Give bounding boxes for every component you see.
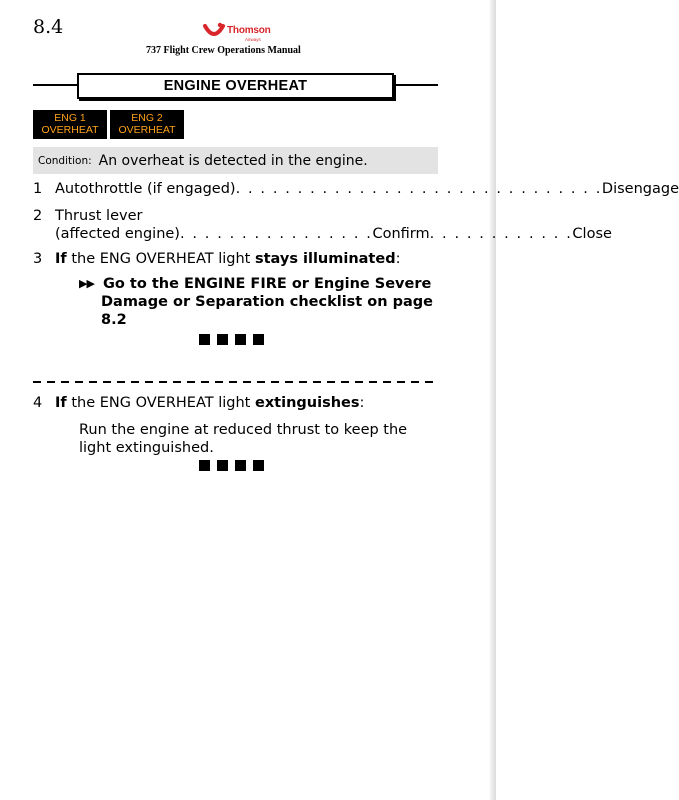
end-square-icon (199, 334, 210, 345)
dot-leader: . . . . . . . . . . . . (429, 226, 573, 242)
dashed-divider (33, 381, 438, 383)
step-item: Thrust lever (55, 208, 143, 224)
condition-text: An overheat is detected in the engine. (98, 152, 368, 169)
page-edge (490, 0, 496, 800)
step-condition: stays illuminated (254, 251, 396, 267)
checklist-title: ENGINE OVERHEAT (77, 73, 394, 99)
step-4-note: Run the engine at reduced thrust to keep the light extinguished. (79, 422, 408, 456)
step-item-detail: (affected engine) (55, 226, 180, 242)
step-action: Close (572, 226, 612, 242)
condition-if: If (55, 251, 67, 267)
step-condition: extinguishes (254, 395, 360, 411)
end-square-icon (253, 460, 264, 471)
end-square-icon (199, 460, 210, 471)
condition-box (33, 147, 438, 174)
annunciator-eng1-overheat (33, 110, 107, 139)
step-action: Confirm (372, 226, 430, 242)
title-rule-right (394, 84, 438, 86)
manual-title: 737 Flight Crew Operations Manual (146, 45, 301, 56)
step-item-line (55, 225, 612, 243)
goto-line: Damage or Separation checklist on page (101, 294, 433, 310)
step-number: 1 (33, 181, 43, 197)
end-square-icon (235, 460, 246, 471)
end-square-icon (217, 334, 228, 345)
condition-label: Condition: (38, 154, 92, 167)
annunciator-line: OVERHEAT (41, 124, 99, 136)
end-square-icon (235, 334, 246, 345)
goto-line: 8.2 (101, 312, 127, 328)
step-action: Disengage (601, 181, 679, 197)
step-colon: : (395, 251, 401, 267)
goto-arrows-icon: ▶▶ (79, 277, 94, 290)
step-colon: : (359, 395, 365, 411)
step-number: 3 (33, 251, 43, 267)
annunciator-line: ENG 2 (131, 112, 163, 124)
condition-if: If (55, 395, 67, 411)
step-text: the ENG OVERHEAT light (66, 251, 255, 267)
step-number: 4 (33, 395, 43, 411)
dot-leader: . . . . . . . . . . . . . . . . . . . . . . . . . . . . . . (235, 181, 602, 197)
goto-instruction (79, 275, 439, 329)
end-of-path-marks (199, 460, 264, 471)
end-of-path-marks (199, 334, 264, 345)
smile-logo-icon (203, 22, 225, 40)
page-number: 8.4 (33, 16, 64, 38)
airline-logo (200, 20, 280, 46)
dot-leader: . . . . . . . . . . . . . . . . (179, 226, 373, 242)
logo-subtitle: Airways (245, 37, 261, 42)
step-item: Autothrottle (if engaged) (55, 181, 236, 197)
end-square-icon (217, 460, 228, 471)
annunciator-eng2-overheat (110, 110, 184, 139)
goto-line: Go to the ENGINE FIRE or Engine Severe (103, 276, 432, 292)
step-number: 2 (33, 208, 43, 224)
annunciator-line: OVERHEAT (118, 124, 176, 136)
annunciator-line: ENG 1 (54, 112, 86, 124)
title-rule-left (33, 84, 77, 86)
step-text: the ENG OVERHEAT light (66, 395, 255, 411)
logo-wordmark: Thomson (227, 25, 271, 36)
end-square-icon (253, 334, 264, 345)
